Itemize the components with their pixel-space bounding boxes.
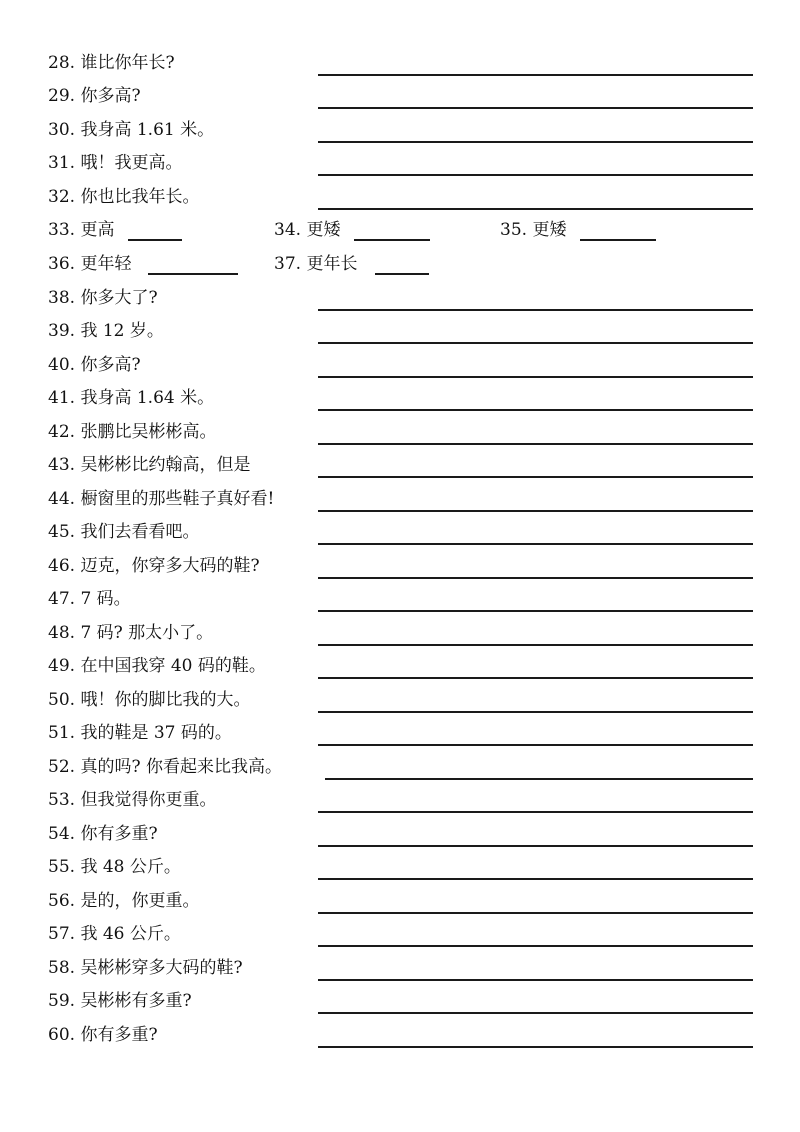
answer-line[interactable] <box>318 107 753 109</box>
answer-line[interactable] <box>318 443 753 445</box>
question-text: 53. 但我觉得你更重。 <box>48 790 217 810</box>
answer-line[interactable] <box>318 979 753 981</box>
question-text: 48. 7 码? 那太小了。 <box>48 623 214 643</box>
question-text: 34. 更矮 <box>274 220 341 240</box>
question-46 <box>48 555 753 579</box>
answer-line[interactable] <box>318 912 753 914</box>
answer-line[interactable] <box>318 141 753 143</box>
answer-line[interactable] <box>148 273 238 275</box>
question-57 <box>48 923 753 947</box>
question-text: 44. 橱窗里的那些鞋子真好看! <box>48 489 275 509</box>
answer-line[interactable] <box>318 878 753 880</box>
question-text: 35. 更矮 <box>500 220 567 240</box>
answer-line[interactable] <box>318 174 753 176</box>
question-text: 40. 你多高? <box>48 355 141 375</box>
question-text: 33. 更高 <box>48 220 115 240</box>
question-60 <box>48 1024 753 1048</box>
answer-line[interactable] <box>128 239 182 241</box>
answer-line[interactable] <box>318 610 753 612</box>
answer-line[interactable] <box>580 239 656 241</box>
question-51 <box>48 722 753 746</box>
question-text: 32. 你也比我年长。 <box>48 187 200 207</box>
question-47 <box>48 588 753 612</box>
question-56 <box>48 890 753 914</box>
question-34 <box>274 219 434 243</box>
question-32 <box>48 186 753 210</box>
question-38 <box>48 287 753 311</box>
answer-line[interactable] <box>318 208 753 210</box>
question-text: 49. 在中国我穿 40 码的鞋。 <box>48 656 266 676</box>
question-text: 31. 哦！我更高。 <box>48 153 183 173</box>
question-30 <box>48 119 753 143</box>
question-text: 45. 我们去看看吧。 <box>48 522 200 542</box>
question-text: 30. 我身高 1.61 米。 <box>48 120 215 140</box>
question-row-36-37 <box>48 253 753 277</box>
question-text: 47. 7 码。 <box>48 589 131 609</box>
question-text: 42. 张鹏比吴彬彬高。 <box>48 422 217 442</box>
question-text: 54. 你有多重? <box>48 824 158 844</box>
question-31 <box>48 152 753 176</box>
question-text: 58. 吴彬彬穿多大码的鞋? <box>48 958 243 978</box>
answer-line[interactable] <box>318 845 753 847</box>
answer-line[interactable] <box>318 409 753 411</box>
answer-line[interactable] <box>318 711 753 713</box>
question-text: 39. 我 12 岁。 <box>48 321 164 341</box>
question-text: 43. 吴彬彬比约翰高，但是 <box>48 455 251 475</box>
question-48 <box>48 622 753 646</box>
question-45 <box>48 521 753 545</box>
question-text: 28. 谁比你年长? <box>48 53 175 73</box>
answer-line[interactable] <box>318 744 753 746</box>
question-33 <box>48 219 188 243</box>
question-54 <box>48 823 753 847</box>
answer-line[interactable] <box>318 1046 753 1048</box>
question-text: 50. 哦！你的脚比我的大。 <box>48 690 251 710</box>
answer-line[interactable] <box>325 778 753 780</box>
answer-line[interactable] <box>318 476 753 478</box>
question-row-33-35 <box>48 219 753 243</box>
answer-line[interactable] <box>318 74 753 76</box>
question-28 <box>48 52 753 76</box>
question-29 <box>48 85 753 109</box>
answer-line[interactable] <box>318 342 753 344</box>
question-text: 29. 你多高? <box>48 86 141 106</box>
answer-line[interactable] <box>318 644 753 646</box>
question-49 <box>48 655 753 679</box>
answer-line[interactable] <box>354 239 430 241</box>
question-50 <box>48 689 753 713</box>
question-text: 55. 我 48 公斤。 <box>48 857 181 877</box>
question-text: 56. 是的，你更重。 <box>48 891 200 911</box>
question-text: 46. 迈克，你穿多大码的鞋? <box>48 556 260 576</box>
question-text: 38. 你多大了? <box>48 288 158 308</box>
answer-line[interactable] <box>318 1012 753 1014</box>
question-40 <box>48 354 753 378</box>
answer-line[interactable] <box>375 273 429 275</box>
question-39 <box>48 320 753 344</box>
answer-line[interactable] <box>318 811 753 813</box>
question-text: 36. 更年轻 <box>48 254 132 274</box>
question-text: 37. 更年长 <box>274 254 358 274</box>
question-42 <box>48 421 753 445</box>
question-37 <box>274 253 434 277</box>
answer-line[interactable] <box>318 945 753 947</box>
question-41 <box>48 387 753 411</box>
question-35 <box>500 219 660 243</box>
answer-line[interactable] <box>318 677 753 679</box>
question-59 <box>48 990 753 1014</box>
question-text: 51. 我的鞋是 37 码的。 <box>48 723 232 743</box>
question-52 <box>48 756 753 780</box>
question-44 <box>48 488 753 512</box>
answer-line[interactable] <box>318 376 753 378</box>
answer-line[interactable] <box>318 510 753 512</box>
question-55 <box>48 856 753 880</box>
answer-line[interactable] <box>318 309 753 311</box>
question-43 <box>48 454 753 478</box>
question-53 <box>48 789 753 813</box>
answer-line[interactable] <box>318 577 753 579</box>
question-text: 41. 我身高 1.64 米。 <box>48 388 215 408</box>
question-58 <box>48 957 753 981</box>
question-text: 60. 你有多重? <box>48 1025 158 1045</box>
question-text: 52. 真的吗? 你看起来比我高。 <box>48 757 282 777</box>
answer-line[interactable] <box>318 543 753 545</box>
question-text: 59. 吴彬彬有多重? <box>48 991 192 1011</box>
question-36 <box>48 253 248 277</box>
question-text: 57. 我 46 公斤。 <box>48 924 181 944</box>
